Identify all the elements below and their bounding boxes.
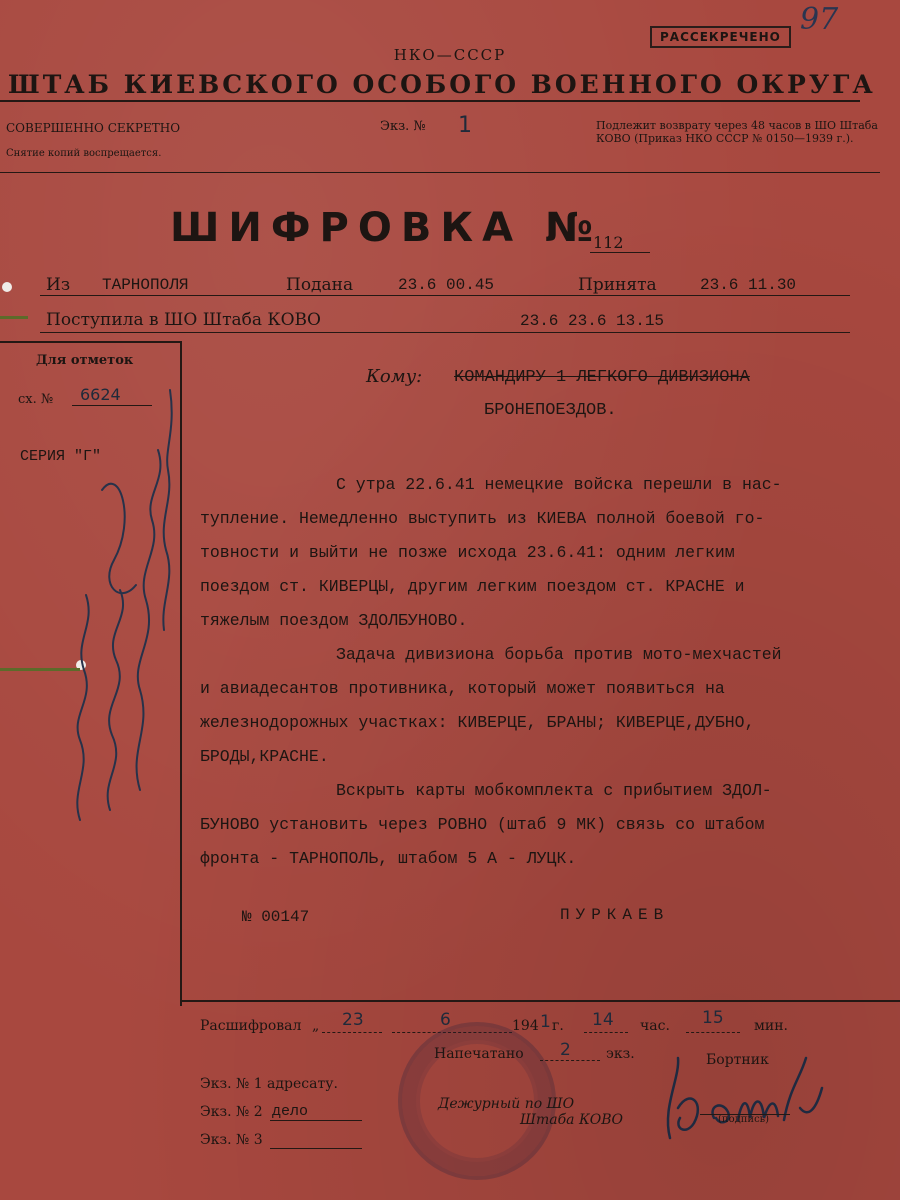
body-line: товности и выйти не позже исхода 23.6.41: одним легким — [200, 543, 735, 562]
day-line — [322, 1032, 382, 1033]
body-line: железнодорожных участках: КИВЕРЦЕ, БРАНЫ; КИВЕРЦЕ,ДУБНО, — [200, 713, 755, 732]
cipher-title: ШИФРОВКА № — [170, 205, 603, 251]
handwritten-margin-note — [40, 370, 180, 830]
decrypted-minute: 15 — [702, 1008, 724, 1028]
from-label: Из — [46, 275, 71, 295]
printed-count: 2 — [560, 1040, 571, 1060]
document-number: № 00147 — [242, 908, 310, 926]
decrypted-hour: 14 — [592, 1010, 614, 1030]
addressee-line-1: КОМАНДИРУ 1 ЛЕГКОГО ДИВИЗИОНА — [454, 368, 750, 387]
arrived-value: 23.6 23.6 13.15 — [520, 312, 665, 330]
body-line: БРОДЫ,КРАСНЕ. — [200, 747, 329, 766]
year-suffix: 1 — [540, 1012, 551, 1032]
binding-thread — [0, 316, 28, 319]
received-label: Принята — [578, 275, 657, 295]
body-bottom-rule — [180, 1000, 900, 1002]
org-top: НКО—СССР — [393, 46, 507, 64]
return-note: Подлежит возврату через 48 часов в ШО Штаба КОВО (Приказ НКО СССР № 0150—1939 г.). — [596, 119, 878, 145]
routing-line-1 — [40, 295, 850, 296]
arrived-label: Поступила в ШО Штаба КОВО — [46, 310, 321, 330]
copy-3-label: Экз. № 3 — [200, 1132, 263, 1148]
hour-line — [584, 1032, 628, 1033]
printed-line — [540, 1060, 600, 1061]
decrypted-day: 23 — [342, 1010, 364, 1030]
margin-top-rule — [0, 341, 180, 343]
decrypted-month: 6 — [440, 1010, 451, 1030]
submitted-label: Подана — [286, 275, 354, 295]
body-line: тупление. Немедленно выступить из КИЕВА полной боевой го- — [200, 509, 765, 528]
cipher-number: 112 — [593, 233, 624, 252]
body-line: тяжелым поездом ЗДОЛБУНОВО. — [200, 611, 468, 630]
year-prefix: 194 — [512, 1018, 539, 1034]
copy-number: 1 — [458, 113, 472, 138]
copy-label: Экз. № — [380, 119, 426, 134]
body-line: Задача дивизиона борьба против мото-мехчастей — [336, 645, 782, 664]
routing-line-2 — [40, 332, 850, 333]
header-divider-2 — [0, 172, 880, 173]
signature-caption: (подпись) — [718, 1114, 770, 1125]
received-value: 23.6 11.30 — [700, 276, 797, 294]
declassified-stamp: РАССЕКРЕЧЕНО — [650, 26, 791, 48]
body-line: и авиадесантов противника, который может появиться на — [200, 679, 725, 698]
body-line: Вскрыть карты мобкомплекта с прибытием ЗДОЛ- — [336, 781, 772, 800]
cipher-number-line — [590, 252, 650, 253]
body-line: поездом ст. КИВЕРЦЫ, другим легким поездом ст. КРАСНЕ и — [200, 577, 745, 596]
copy-3-line — [270, 1148, 362, 1149]
minute-label: мин. — [754, 1018, 789, 1034]
year-label: г. — [552, 1018, 564, 1034]
archive-number: 97 — [800, 2, 839, 37]
addressee-line-2: БРОНЕПОЕЗДОВ. — [484, 401, 617, 420]
minute-line — [686, 1032, 740, 1033]
body-line: фронта - ТАРНОПОЛЬ, штабом 5 А - ЛУЦК. — [200, 849, 577, 868]
signer-name: ПУРКАЕВ — [560, 906, 670, 924]
punch-hole — [2, 282, 12, 292]
duty-officer-line-2: Штаба КОВО — [520, 1112, 624, 1128]
signature-line — [700, 1114, 790, 1115]
no-copy-note: Снятие копий воспрещается. — [6, 148, 162, 159]
body-line: С утра 22.6.41 немецкие войска перешли в нас- — [336, 475, 782, 494]
copy-2-label: Экз. № 2 — [200, 1104, 263, 1120]
copy-1-note: Экз. № 1 адресату. — [200, 1076, 338, 1092]
printed-label: Напечатано — [434, 1046, 524, 1062]
copy-2-line — [270, 1120, 362, 1121]
secrecy-label: СОВЕРШЕННО СЕКРЕТНО — [6, 121, 181, 135]
message-body — [200, 468, 890, 876]
body-line: БУНОВО установить через РОВНО (штаб 9 МК) связь со штабом — [200, 815, 765, 834]
hour-label: час. — [640, 1018, 670, 1034]
handwritten-signature — [650, 1048, 830, 1148]
from-value: ТАРНОПОЛЯ — [102, 276, 189, 294]
series-label: СЕРИЯ "Г" — [20, 448, 102, 465]
duty-officer-line-1: Дежурный по ШО — [438, 1096, 575, 1112]
org-main-title: ШТАБ КИЕВСКОГО ОСОБОГО ВОЕННОГО ОКРУГА — [8, 70, 876, 99]
decrypted-label: Расшифровал — [200, 1018, 302, 1034]
margin-vertical-rule — [180, 341, 182, 1006]
printed-unit: экз. — [606, 1046, 635, 1062]
registration-label: сх. № — [18, 392, 54, 407]
copy-2-value: дело — [272, 1103, 309, 1120]
submitted-value: 23.6 00.45 — [398, 276, 495, 294]
duty-officer-name: Бортник — [706, 1052, 769, 1068]
marks-title: Для отметок — [36, 353, 134, 368]
header-divider — [0, 100, 860, 102]
addressee-label: Кому: — [366, 366, 423, 387]
registration-number: 6624 — [80, 385, 121, 404]
